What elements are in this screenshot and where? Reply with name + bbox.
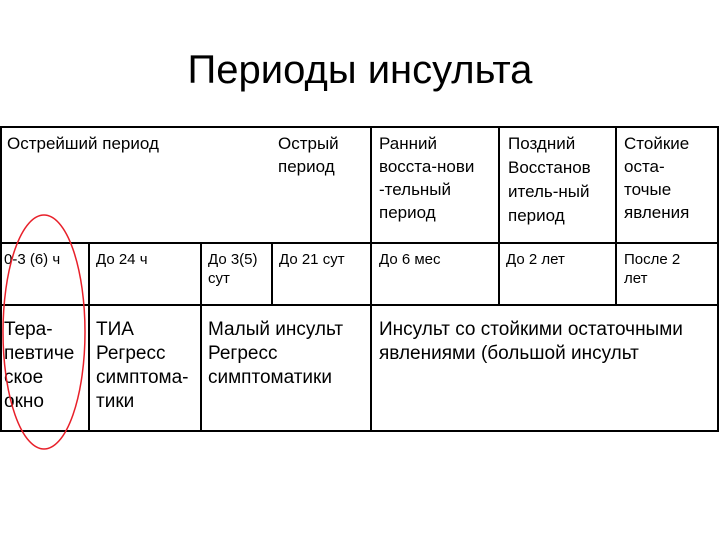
table-border-bottom — [0, 430, 719, 432]
table-border-left — [0, 126, 2, 432]
duration-c7: После 2 лет — [624, 251, 681, 287]
col-separator-c4 — [370, 126, 372, 432]
table-border-right — [717, 126, 719, 432]
table-border-top — [0, 126, 719, 128]
duration-c1: 0-3 (6) ч — [4, 251, 61, 268]
header-acute-most: Острейший период — [7, 134, 159, 153]
duration-c6: До 2 лет — [506, 251, 565, 268]
col-separator-c5 — [498, 126, 500, 306]
duration-c4: До 21 сут — [279, 251, 345, 268]
header-early-recovery: Ранний восста-нови -тельный период — [379, 134, 475, 222]
outcome-major-stroke: Инсульт со стойкими остаточными явлениями (большой инсульт — [379, 319, 683, 364]
header-late-recovery: Поздний Восстанов итель-ный период — [508, 134, 591, 225]
header-acute: Острый период — [278, 134, 339, 176]
duration-c3: До 3(5) сут — [208, 251, 258, 287]
stroke-periods-table — [0, 126, 719, 432]
outcome-minor-stroke: Малый инсульт Регресс симптоматики — [208, 319, 344, 388]
outcome-therapeutic-window: Тера- певтиче ское окно — [4, 319, 75, 412]
row-separator-2 — [0, 304, 719, 306]
col-separator-c2 — [200, 242, 202, 432]
row-separator-1 — [0, 242, 719, 244]
duration-c5: До 6 мес — [379, 251, 441, 268]
slide-title: Периоды инсульта — [187, 48, 533, 92]
duration-c2: До 24 ч — [96, 251, 148, 268]
header-persistent: Стойкие оста- точые явления — [624, 134, 690, 222]
col-separator-c1 — [88, 242, 90, 432]
col-separator-c3 — [271, 242, 273, 304]
outcome-tia: ТИА Регресс симптома- тики — [96, 319, 189, 412]
col-separator-c6 — [615, 126, 617, 306]
